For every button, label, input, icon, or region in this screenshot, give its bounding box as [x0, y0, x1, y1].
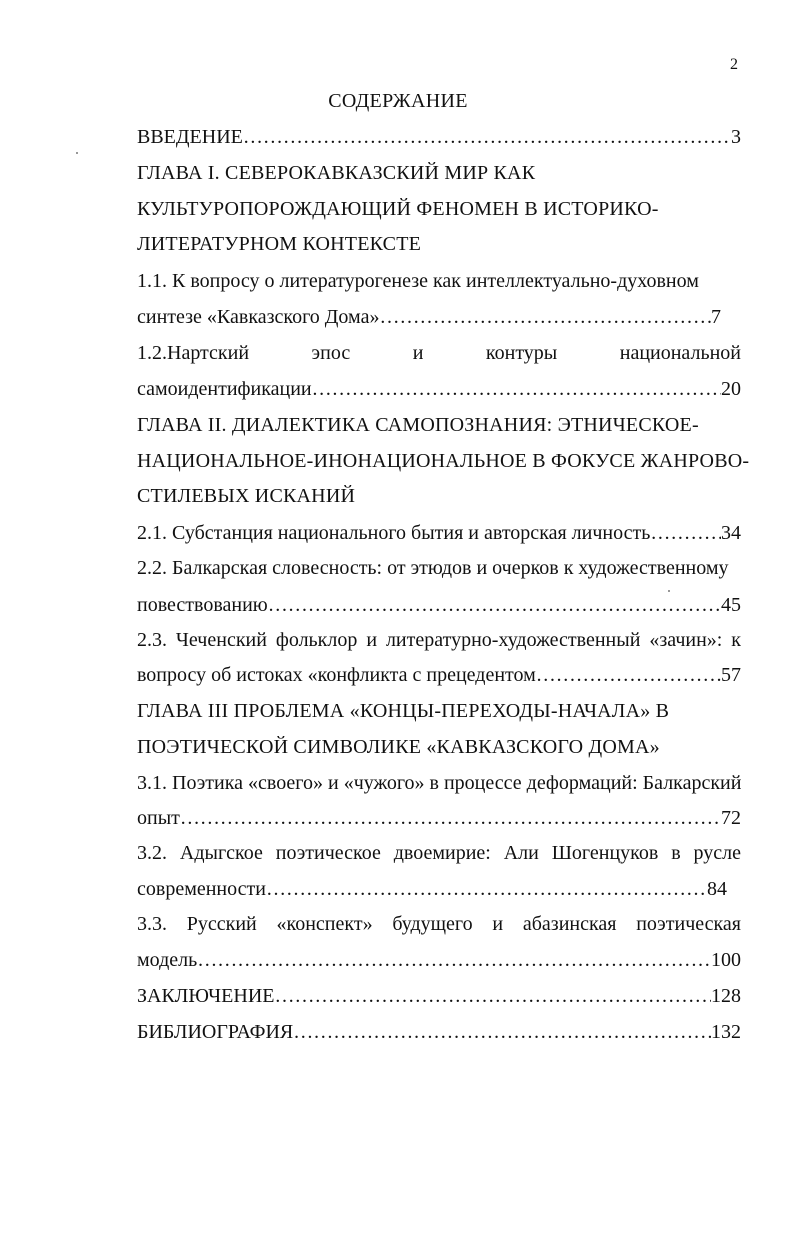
leader-dots [274, 983, 711, 1009]
leader-dots [312, 376, 721, 402]
toc-entry-1-2-line-1: 1.2.Нартский эпос и контуры национальной [137, 342, 741, 364]
leader-dots [180, 805, 721, 831]
toc-entry-3-1-page: 72 [721, 807, 741, 829]
toc-entry-3-3-line-2 [137, 947, 741, 973]
toc-entry-3-2-line-2 [137, 876, 727, 902]
toc-entry-3-2-line-1: 3.2. Адыгское поэтическое двоемирие: Али Шогенцуков в русле [137, 842, 741, 864]
leader-dots [268, 592, 721, 618]
toc-entry-1-2-line-2 [137, 376, 741, 402]
toc-entry-2-3-text: вопросу об истоках «конфликта с прецедентом [137, 664, 536, 686]
leader-dots [650, 520, 721, 546]
leader-dots [197, 947, 711, 973]
chapter-2-heading-line-2: НАЦИОНАЛЬНОЕ-ИНОНАЦИОНАЛЬНОЕ В ФОКУСЕ ЖАНРОВО- [137, 450, 750, 472]
toc-entry-2-3-line-1: 2.3. Чеченский фольклор и литературно-художественный «зачин»: к [137, 629, 741, 651]
toc-entry-intro [137, 124, 741, 150]
leader-dots [536, 662, 721, 688]
toc-entry-2-3-page: 57 [721, 664, 741, 686]
toc-entry-bibliography [137, 1019, 741, 1045]
toc-entry-2-3-line-2 [137, 662, 741, 688]
toc-entry-2-2-text: повествованию [137, 594, 268, 616]
toc-entry-2-2-page: 45 [721, 594, 741, 616]
toc-entry-1-2-text: самоидентификации [137, 378, 312, 400]
toc-entry-3-1-line-1: 3.1. Поэтика «своего» и «чужого» в процессе деформаций: Балкарский [137, 772, 742, 794]
toc-entry-3-1-text: опыт [137, 807, 180, 829]
toc-entry-1-1-line-1: 1.1. К вопросу о литературогенезе как интеллектуально-духовном [137, 270, 699, 292]
toc-entry-1-1-line-2 [137, 304, 721, 330]
toc-entry-conclusion-text: ЗАКЛЮЧЕНИЕ [137, 985, 275, 1007]
scan-speck [668, 590, 670, 592]
toc-entry-3-2-text: современности [137, 878, 266, 900]
toc-entry-3-3-line-1: 3.3. Русский «конспект» будущего и абазинская поэтическая [137, 913, 741, 935]
chapter-1-heading-line-3: ЛИТЕРАТУРНОМ КОНТЕКСТЕ [137, 233, 422, 255]
chapter-3-heading-line-2: ПОЭТИЧЕСКОЙ СИМВОЛИКЕ «КАВКАЗСКОГО ДОМА» [137, 736, 660, 758]
toc-entry-1-1-page: 7 [711, 306, 721, 328]
toc-entry-2-1-page: 34 [721, 522, 741, 544]
toc-title: СОДЕРЖАНИЕ [328, 90, 468, 112]
leader-dots [266, 876, 707, 902]
chapter-1-heading-line-2: КУЛЬТУРОПОРОЖДАЮЩИЙ ФЕНОМЕН В ИСТОРИКО- [137, 198, 659, 220]
chapter-2-heading-line-1: ГЛАВА II. ДИАЛЕКТИКА САМОПОЗНАНИЯ: ЭТНИЧЕСКОЕ- [137, 414, 699, 436]
toc-entry-3-1-line-2 [137, 805, 741, 831]
page-number: 2 [730, 56, 738, 73]
toc-entry-1-1-text: синтезе «Кавказского Дома» [137, 306, 380, 328]
toc-entry-3-2-page: 84 [707, 878, 727, 900]
toc-entry-bibliography-page: 132 [711, 1021, 741, 1043]
toc-entry-2-1-text: 2.1. Субстанция национального бытия и авторская личность [137, 522, 651, 544]
toc-entry-intro-text: ВВЕДЕНИЕ [137, 126, 243, 148]
leader-dots [293, 1019, 711, 1045]
toc-entry-3-3-text: модель [137, 949, 198, 971]
toc-entry-2-2-line-2 [137, 592, 741, 618]
leader-dots [379, 304, 711, 330]
chapter-1-heading-line-1: ГЛАВА I. СЕВЕРОКАВКАЗСКИЙ МИР КАК [137, 162, 536, 184]
toc-entry-3-3-page: 100 [711, 949, 741, 971]
toc-entry-2-2-line-1: 2.2. Балкарская словесность: от этюдов и очерков к художественному [137, 557, 729, 579]
leader-dots [243, 124, 731, 150]
chapter-2-heading-line-3: СТИЛЕВЫХ ИСКАНИЙ [137, 485, 356, 507]
toc-entry-conclusion-page: 128 [711, 985, 741, 1007]
toc-entry-conclusion [137, 983, 741, 1009]
chapter-3-heading-line-1: ГЛАВА III ПРОБЛЕМА «КОНЦЫ-ПЕРЕХОДЫ-НАЧАЛА» В [137, 700, 670, 722]
toc-entry-bibliography-text: БИБЛИОГРАФИЯ [137, 1021, 294, 1043]
scan-speck [76, 152, 78, 154]
toc-entry-1-2-page: 20 [721, 378, 741, 400]
toc-entry-2-1 [137, 520, 741, 546]
toc-entry-intro-page: 3 [731, 126, 741, 148]
